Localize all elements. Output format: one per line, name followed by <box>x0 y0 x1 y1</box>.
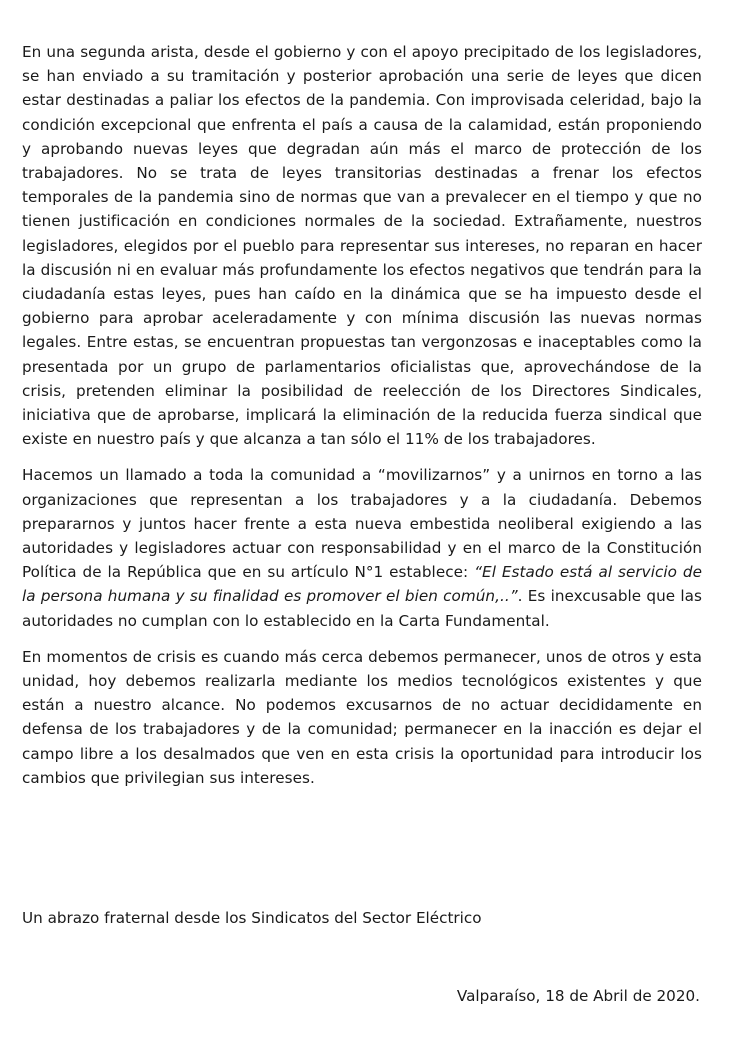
call-to-action-conclusion: . Es inexcusable que las autoridades no cumplan con lo establecido en la Carta Fundamental. <box>22 587 702 630</box>
paragraph-reform-laws: En una segunda arista, desde el gobierno y con el apoyo precipitado de los legisladores, se han enviado a su tramitación y posterior aprobación una serie de leyes que dicen estar destinadas a paliar los efectos de la pandemia. Con improvisada celeridad, bajo la condición excepcional que enfrenta el país a causa de la calamidad, están proponiendo y aprobando nuevas leyes que degradan aún más el marco de protección de los trabajadores. No se trata de leyes transitorias destinadas a frenar los efectos temporales de la pandemia sino de normas que van a prevalecer en el tiempo y que no tienen justificación en condiciones normales de la sociedad. Extrañamente, nuestros legisladores, elegidos por el pueblo para representar sus intereses, no reparan en hacer la discusión ni en evaluar más profundamente los efectos negativos que tendrán para la ciudadanía estas leyes, pues han caído en la dinámica que se ha impuesto desde el gobierno para aprobar aceleradamente y con mínima discusión las nuevas normas legales. Entre estas, se encuentran propuestas tan vergonzosas e inaceptables como la presentada por un grupo de parlamentarios oficialistas que, aprovechándose de la crisis, pretenden eliminar la posibilidad de reelección de los Directores Sindicales, iniciativa que de aprobarse, implicará la eliminación de la reducida fuerza sindical que existe en nuestro país y que alcanza a tan sólo el 11% de los trabajadores. <box>22 43 702 449</box>
paragraph-unity: En momentos de crisis es cuando más cerca debemos permanecer, unos de otros y esta unidad, hoy debemos realizarla mediante los medios tecnológicos existentes y que están a nuestro alcance. No podemos excusarnos de no actuar decididamente en defensa de los trabajadores y de la comunidad; permanecer en la inacción es dejar el campo libre a los desalmados que ven en esta crisis la oportunidad para introducir los cambios que privilegian sus intereses. <box>22 647 702 787</box>
constitution-quote: “El Estado está al servicio de la persona humana y su finalidad es promover el bien común,..” <box>22 563 702 606</box>
letter-body <box>22 40 702 790</box>
call-to-action-text: Hacemos un llamado a toda la comunidad a “movilizarnos” y a unirnos en torno a las organizaciones que representan a los trabajadores y a la ciudadanía. Debemos prepararnos y juntos hacer frente a esta nueva embestida neoliberal exigiendo a las autoridades y legisladores actuar con responsabilidad y en el marco de la Constitución Política de la República que en su artículo N°1 establece: <box>22 466 702 582</box>
closing-salutation: Un abrazo fraternal desde los Sindicatos del Sector Eléctrico <box>22 909 482 927</box>
place-and-date: Valparaíso, 18 de Abril de 2020. <box>456 987 700 1005</box>
paragraph-call-to-action <box>22 463 702 632</box>
